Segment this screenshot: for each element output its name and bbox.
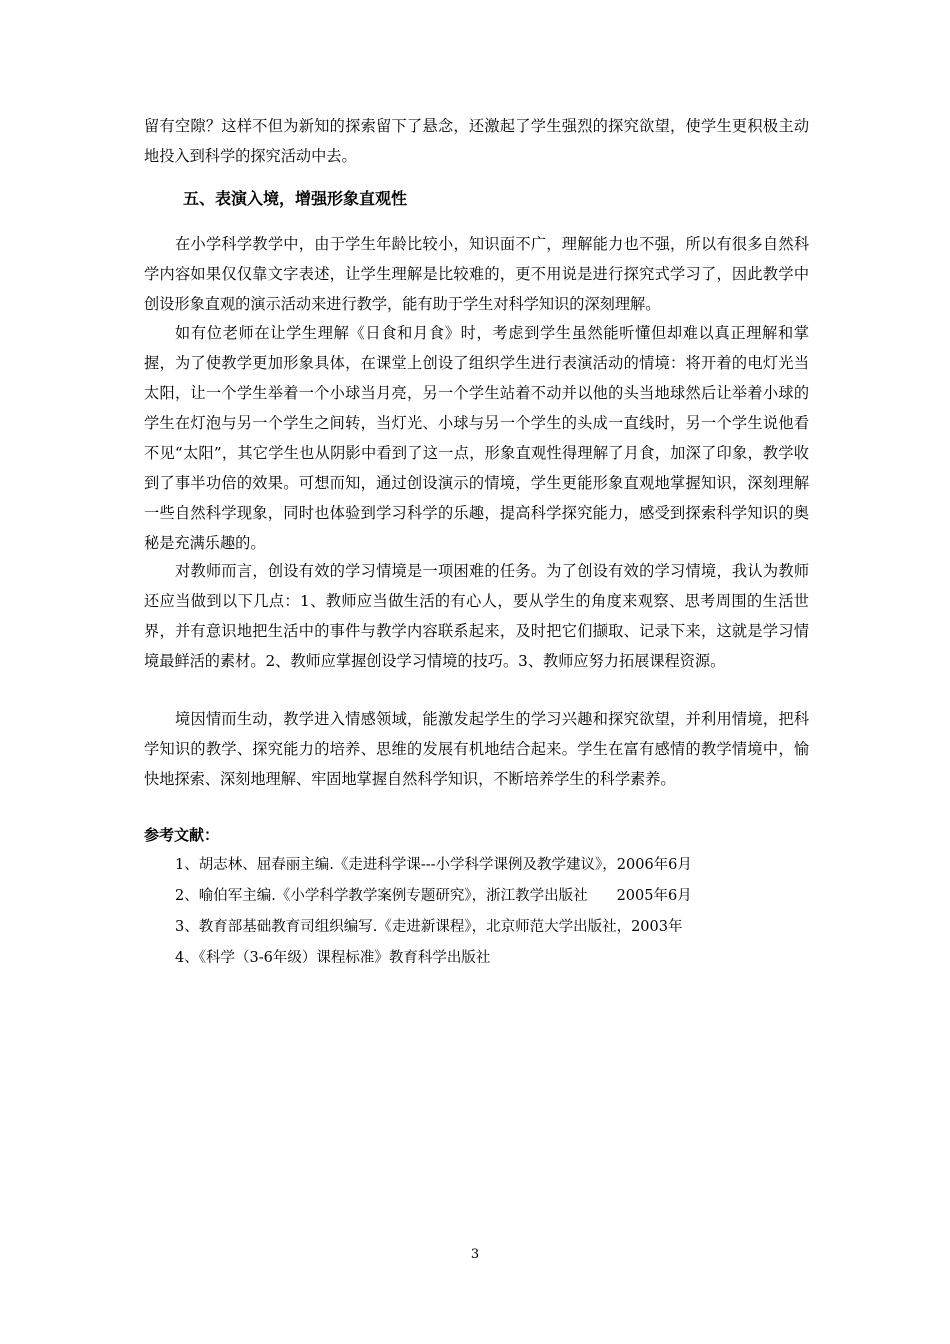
references-list xyxy=(175,850,692,974)
paragraph-1: 在小学科学教学中，由于学生年龄比较小，知识面不广，理解能力也不强，所以有很多自然科学内容如果仅仅靠文字表述，让学生理解是比较难的，更不用说是进行探究式学习了，因此教学中创设形象直观的演示活动来进行教学，能有助于学生对科学知识的深刻理解。 xyxy=(144,235,809,313)
reference-item: 4、《科学（3-6年级）课程标准》教育科学出版社 xyxy=(175,950,491,966)
reference-item: 3、教育部基础教育司组织编写.《走进新课程》，北京师范大学出版社，2003年 xyxy=(175,919,683,935)
reference-item: 2、喻伯军主编.《小学科学教学案例专题研究》，浙江教学出版社 2005年6月 xyxy=(175,888,692,904)
reference-item: 1、胡志林、屈春丽主编.《走进科学课---小学科学课例及教学建议》，2006年6月 xyxy=(175,857,692,873)
section-heading: 五、表演入境，增强形象直观性 xyxy=(183,189,408,208)
references-title: 参考文献： xyxy=(144,826,220,844)
paragraph-3: 对教师而言，创设有效的学习情境是一项困难的任务。为了创设有效的学习情境，我认为教师还应当做到以下几点：1、教师应当做生活的有心人，要从学生的角度来观察、思考周围的生活世界，并有意识地把生活中的事件与教学内容联系起来，及时把它们撷取、记录下来，这就是学习情境最鲜活的素材。2、教师应掌握创设学习情境的技巧。3、教师应努力拓展课程资源。 xyxy=(144,562,809,670)
continuation-paragraph: 留有空隙？这样不但为新知的探索留下了悬念，还激起了学生强烈的探究欲望，使学生更积极主动地投入到科学的探究活动中去。 xyxy=(144,117,809,165)
paragraph-2: 如有位老师在让学生理解《日食和月食》时，考虑到学生虽然能听懂但却难以真正理解和掌握，为了使教学更加形象具体，在课堂上创设了组织学生进行表演活动的情境：将开着的电灯光当太阳，让一个学生举着一个小球当月亮，另一个学生站着不动并以他的头当地球然后让举着小球的学生在灯泡与另一个学生之间转，当灯光、小球与另一个学生的头成一直线时，另一个学生说他看不见“太阳”，其它学生也从阴影中看到了这一点，形象直观性得理解了月食，加深了印象，教学收到了事半功倍的效果。可想而知，通过创设演示的情境，学生更能形象直观地掌握知识，深刻理解一些自然科学现象，同时也体验到学习科学的乐趣，提高科学探究能力，感受到探索科学知识的奥秘是充满乐趣的。 xyxy=(144,324,809,552)
paragraph-4: 境因情而生动，教学进入情感领域，能激发起学生的学习兴趣和探究欲望，并利用情境，把科学知识的教学、探究能力的培养、思维的发展有机地结合起来。学生在富有感情的教学情境中，愉快地探索、深刻地理解、牢固地掌握自然科学知识，不断培养学生的科学素养。 xyxy=(144,710,809,788)
page-number: 3 xyxy=(470,1247,480,1262)
